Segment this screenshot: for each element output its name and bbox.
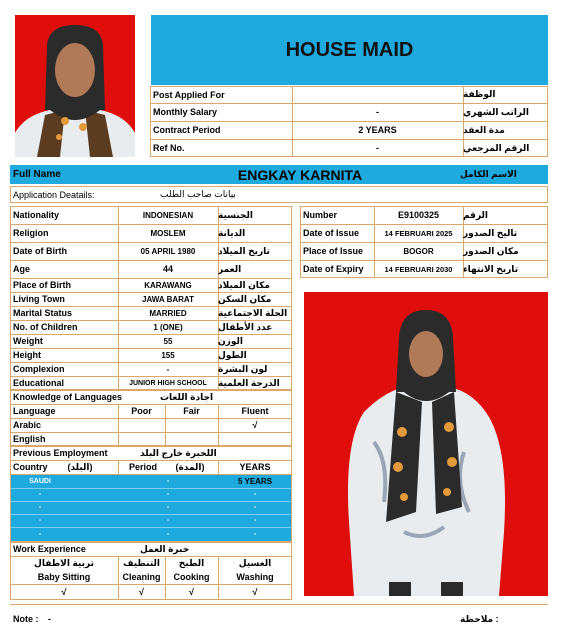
- religion-label: Religion: [13, 228, 49, 238]
- note-value: -: [48, 614, 51, 624]
- passport-number-value: E9100325: [397, 210, 440, 220]
- employment-period: -: [166, 530, 170, 538]
- complexion-value: -: [166, 364, 170, 374]
- baby-sitting-label: Baby Sitting: [37, 572, 91, 582]
- place-of-birth-ar: مكان الميلاد: [218, 279, 270, 290]
- language-arabic: Arabic: [13, 420, 42, 430]
- issue-date-value: 14 FEBRUARI 2025: [384, 228, 453, 238]
- marital-status-ar: الحلة الاجتماعية: [218, 307, 288, 318]
- living-town-label: Living Town: [13, 294, 65, 304]
- dob-value: 05 APRIL 1980: [140, 246, 196, 256]
- dob-ar: تاريخ الميلاد: [218, 245, 270, 256]
- weight-label: Weight: [13, 336, 43, 346]
- expiry-date-label: Date of Expiry: [303, 264, 364, 274]
- nationality-label: Nationality: [13, 210, 60, 220]
- post-applied-value: [292, 86, 463, 103]
- language-english: English: [13, 434, 46, 444]
- employment-years: -: [253, 491, 257, 498]
- washing-check: √: [252, 587, 258, 597]
- children-ar: عدد الأطفال: [218, 321, 273, 332]
- expiry-date-ar: تاريخ الانتهاء: [463, 263, 519, 274]
- ref-no-ar: الرقم المرجعي: [463, 142, 530, 153]
- poor-col-header: Poor: [131, 406, 152, 416]
- arabic-fair: [165, 418, 218, 432]
- work-experience-title-ar: خبرة العمل: [140, 543, 190, 554]
- living-town-ar: مكان السكن: [218, 293, 272, 304]
- years-col-header: YEARS: [239, 462, 271, 472]
- applicant-photo-full: [304, 292, 548, 596]
- languages-title-ar: اجادة اللغات: [160, 391, 214, 402]
- applicant-photo-small: [15, 15, 135, 157]
- employment-years: 5 YEARS: [237, 477, 273, 486]
- country-col-header: Country: [13, 462, 48, 472]
- note-ar: : ملاحظة: [460, 613, 499, 624]
- weight-ar: الوزن: [218, 335, 243, 346]
- place-of-birth-value: KARAWANG: [144, 280, 192, 290]
- issue-place-value: BOGOR: [403, 246, 434, 256]
- employment-title: Previous Employment: [13, 448, 108, 458]
- baby-sitting-ar: تربية الاطفال: [34, 557, 94, 568]
- contract-period-value: 2 YEARS: [358, 125, 397, 135]
- fair-col-header: Fair: [183, 406, 200, 416]
- employment-years: -: [253, 504, 257, 511]
- expiry-date-value: 14 FEBRUARI 2030: [384, 264, 453, 274]
- full-name-label: Full Name: [13, 169, 61, 180]
- age-ar: العمر: [218, 263, 242, 274]
- religion-ar: الديانة: [218, 227, 246, 238]
- application-details-label: Application Deatails:: [13, 189, 95, 200]
- employment-years: -: [253, 517, 257, 524]
- languages-title: Knowledge of Languages: [13, 392, 123, 402]
- nationality-value: INDONESIAN: [142, 210, 194, 220]
- language-col-header: Language: [13, 406, 56, 416]
- passport-number-ar: الرقم: [463, 209, 489, 220]
- title-banner: [151, 15, 548, 85]
- height-label: Height: [13, 350, 41, 360]
- employment-period: -: [166, 517, 170, 524]
- employment-country: -: [38, 517, 42, 524]
- age-label: Age: [13, 264, 31, 274]
- employment-country: -: [38, 491, 42, 498]
- ref-no-label: Ref No.: [153, 143, 185, 153]
- monthly-salary-ar: الراتب الشهري: [463, 106, 529, 117]
- cleaning-check: √: [139, 587, 144, 597]
- marital-status-label: Marital Status: [13, 308, 73, 318]
- ref-no-value: -: [376, 143, 379, 153]
- washing-label: Washing: [236, 572, 274, 582]
- height-ar: الطول: [218, 349, 247, 360]
- employment-country: SAUDI: [29, 478, 51, 485]
- employment-title-ar: اللخبرة خارج البلد: [140, 447, 217, 458]
- employment-period: -: [166, 504, 170, 511]
- children-label: No. of Children: [13, 322, 78, 332]
- period-col-header-ar: (المدة): [175, 461, 205, 472]
- issue-place-label: Place of Issue: [303, 246, 364, 256]
- employment-period: -: [166, 491, 170, 498]
- weight-value: 55: [163, 336, 173, 346]
- living-town-value: JAWA BARAT: [142, 294, 194, 304]
- employment-country: -: [38, 530, 42, 538]
- cooking-check: √: [189, 587, 194, 597]
- application-details-ar: بيانات صاحب الطلب: [160, 189, 236, 199]
- arabic-poor: [118, 418, 165, 432]
- country-col-header-ar: (البلد): [67, 461, 93, 472]
- nationality-ar: الجنسية: [218, 209, 253, 220]
- english-poor: [118, 432, 165, 446]
- english-fluent: [218, 432, 292, 446]
- marital-status-value: MARRIED: [149, 308, 187, 318]
- issue-date-label: Date of Issue: [303, 228, 360, 238]
- note-label: Note :: [13, 614, 39, 624]
- height-value: 155: [161, 350, 175, 360]
- complexion-ar: لون البشرة: [218, 363, 268, 374]
- education-value: JUNIOR HIGH SCHOOL: [129, 379, 207, 387]
- issue-date-ar: تاليخ الصدور: [463, 227, 518, 238]
- employment-period: -: [166, 478, 170, 485]
- full-name-value: ENGKAY KARNITA: [237, 166, 363, 183]
- monthly-salary-value: -: [376, 107, 379, 117]
- employment-country: -: [38, 504, 42, 511]
- children-value: 1 (ONE): [153, 322, 183, 332]
- passport-number-label: Number: [303, 210, 338, 220]
- cooking-ar: الطبخ: [178, 557, 205, 568]
- post-applied-ar: الوظفة: [463, 89, 496, 99]
- post-applied-label: Post Applied For: [153, 89, 225, 100]
- english-fair: [165, 432, 218, 446]
- full-name-ar: الاسم الكامل: [460, 169, 517, 179]
- cleaning-ar: التنظيف: [123, 557, 160, 568]
- place-of-birth-label: Place of Birth: [13, 280, 72, 290]
- issue-place-ar: مكان الصدور: [463, 245, 519, 256]
- dob-label: Date of Birth: [13, 246, 67, 256]
- education-ar: الدرجة العلمية: [218, 377, 280, 388]
- work-experience-title: Work Experience: [13, 544, 86, 554]
- arabic-fluent: √: [252, 420, 258, 430]
- complexion-label: Complexion: [13, 364, 65, 374]
- education-label: Educational: [13, 378, 65, 388]
- washing-ar: الغسيل: [238, 557, 272, 568]
- employment-years: -: [253, 530, 257, 538]
- age-value: 44: [162, 264, 173, 274]
- monthly-salary-label: Monthly Salary: [153, 107, 218, 117]
- fluent-col-header: Fluent: [241, 406, 269, 416]
- period-col-header: Period: [128, 462, 157, 472]
- document-title: HOUSE MAID: [285, 38, 414, 61]
- contract-period-label: Contract Period: [153, 125, 221, 135]
- contract-period-ar: مدة العقد: [463, 124, 505, 135]
- baby-sitting-check: √: [61, 587, 67, 597]
- cleaning-label: Cleaning: [122, 572, 161, 582]
- religion-value: MOSLEM: [150, 228, 186, 238]
- cooking-label: Cooking: [173, 572, 210, 582]
